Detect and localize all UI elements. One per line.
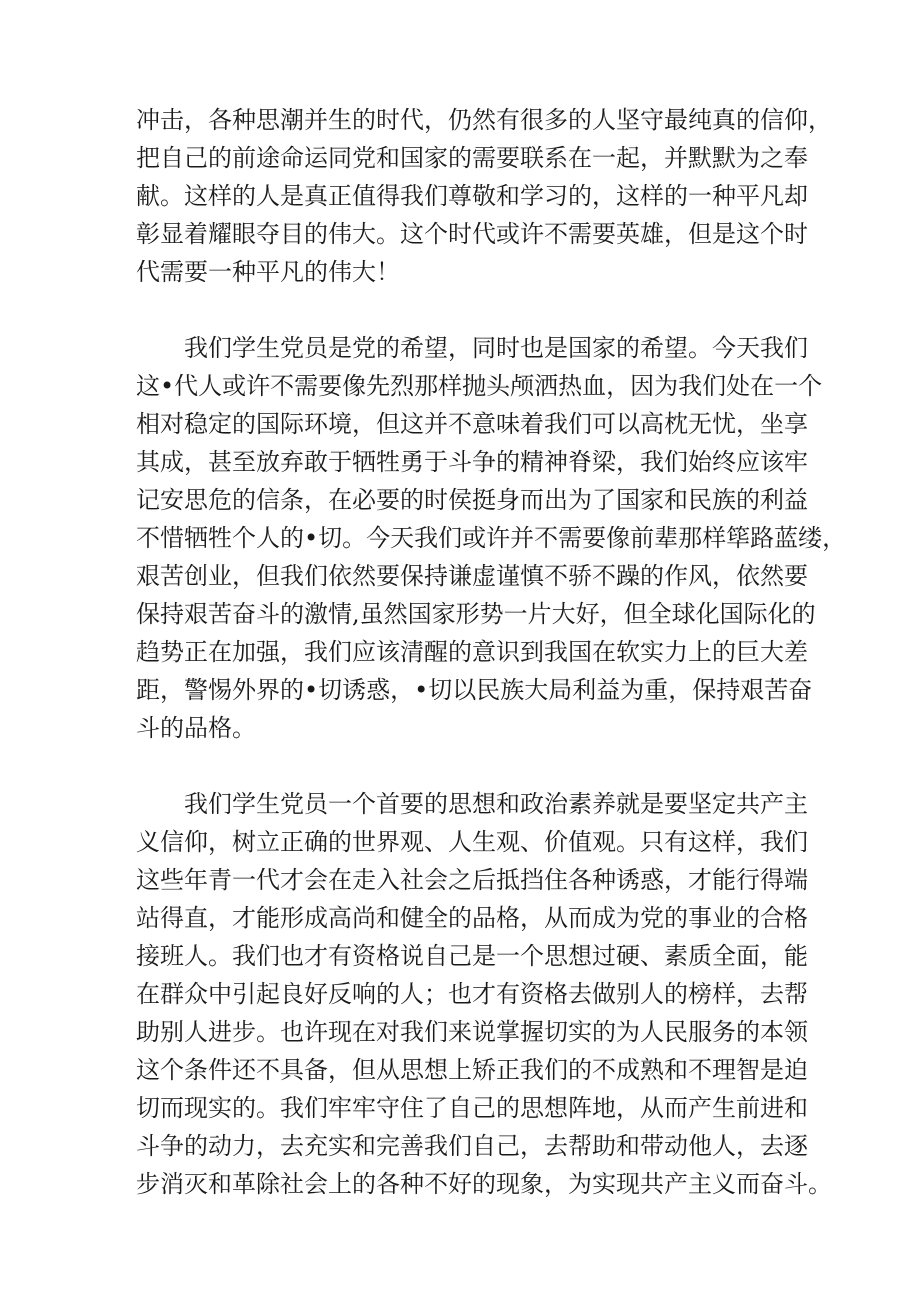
paragraph-1 — [136, 101, 832, 291]
text-line: 相对稳定的国际环境，但这并不意味着我们可以高枕无忧，坐享 — [136, 410, 808, 438]
text-line: 切而现实的。我们牢牢守住了自己的思想阵地，从而产生前进和 — [136, 1094, 808, 1122]
text-line: 步消灭和革除社会上的各种不好的现象，为实现共产主义而奋斗。 — [136, 1170, 832, 1198]
paragraph-3 — [136, 785, 832, 1203]
text-line: 代需要一种平凡的伟大！ — [136, 258, 400, 286]
text-line: 其成，甚至放弃敢于牺牲勇于斗争的精神脊梁，我们始终应该牢 — [136, 448, 808, 476]
text-line: 这个条件还不具备，但从思想上矫正我们的不成熟和不理智是迫 — [136, 1056, 808, 1084]
text-line: 助别人进步。也许现在对我们来说掌握切实的为人民服务的本领 — [136, 1018, 808, 1046]
text-line: 彰显着耀眼夺目的伟大。这个时代或许不需要英雄，但是这个时 — [136, 220, 808, 248]
text-line: 站得直，才能形成高尚和健全的品格，从而成为党的事业的合格 — [136, 904, 808, 932]
text-line: 献。这样的人是真正值得我们尊敬和学习的，这样的一种平凡却 — [136, 182, 808, 210]
text-line: 接班人。我们也才有资格说自己是一个思想过硬、素质全面，能 — [136, 942, 808, 970]
text-line: 斗的品格。 — [136, 714, 256, 742]
text-line: 我们学生党员一个首要的思想和政治素养就是要坚定共产主 — [184, 790, 808, 818]
text-line: 义信仰，树立正确的世界观、人生观、价值观。只有这样，我们 — [136, 828, 808, 856]
document-body — [136, 101, 847, 1203]
text-line: 这•代人或许不需要像先烈那样抛头颅洒热血，因为我们处在一个 — [136, 372, 823, 400]
text-line: 这些年青一代才会在走入社会之后抵挡住各种诱惑，才能行得端 — [136, 866, 808, 894]
text-line: 艰苦创业，但我们依然要保持谦虚谨慎不骄不躁的作风，依然要 — [136, 562, 808, 590]
text-line: 冲击，各种思潮并生的时代，仍然有很多的人坚守最纯真的信仰， — [136, 106, 832, 134]
text-line: 记安思危的信条，在必要的时侯挺身而出为了国家和民族的利益 — [136, 486, 808, 514]
text-line: 把自己的前途命运同党和国家的需要联系在一起，并默默为之奉 — [136, 144, 808, 172]
text-line: 斗争的动力，去充实和完善我们自己，去帮助和带动他人，去逐 — [136, 1132, 808, 1160]
text-line: 不惜牺牲个人的•切。今天我们或许并不需要像前辈那样筚路蓝缕， — [136, 524, 847, 552]
text-line: 保持艰苦奋斗的激情,虽然国家形势一片大好，但全球化国际化的 — [136, 600, 816, 628]
text-line: 距，警惕外界的•切诱惑，•切以民族大局利益为重，保持艰苦奋 — [136, 676, 813, 704]
paragraph-2 — [136, 329, 847, 747]
text-line: 趋势正在加强，我们应该清醒的意识到我国在软实力上的巨大差 — [136, 638, 808, 666]
text-line: 在群众中引起良好反响的人；也才有资格去做别人的榜样，去帮 — [136, 980, 808, 1008]
text-line: 我们学生党员是党的希望，同时也是国家的希望。今天我们 — [184, 334, 808, 362]
